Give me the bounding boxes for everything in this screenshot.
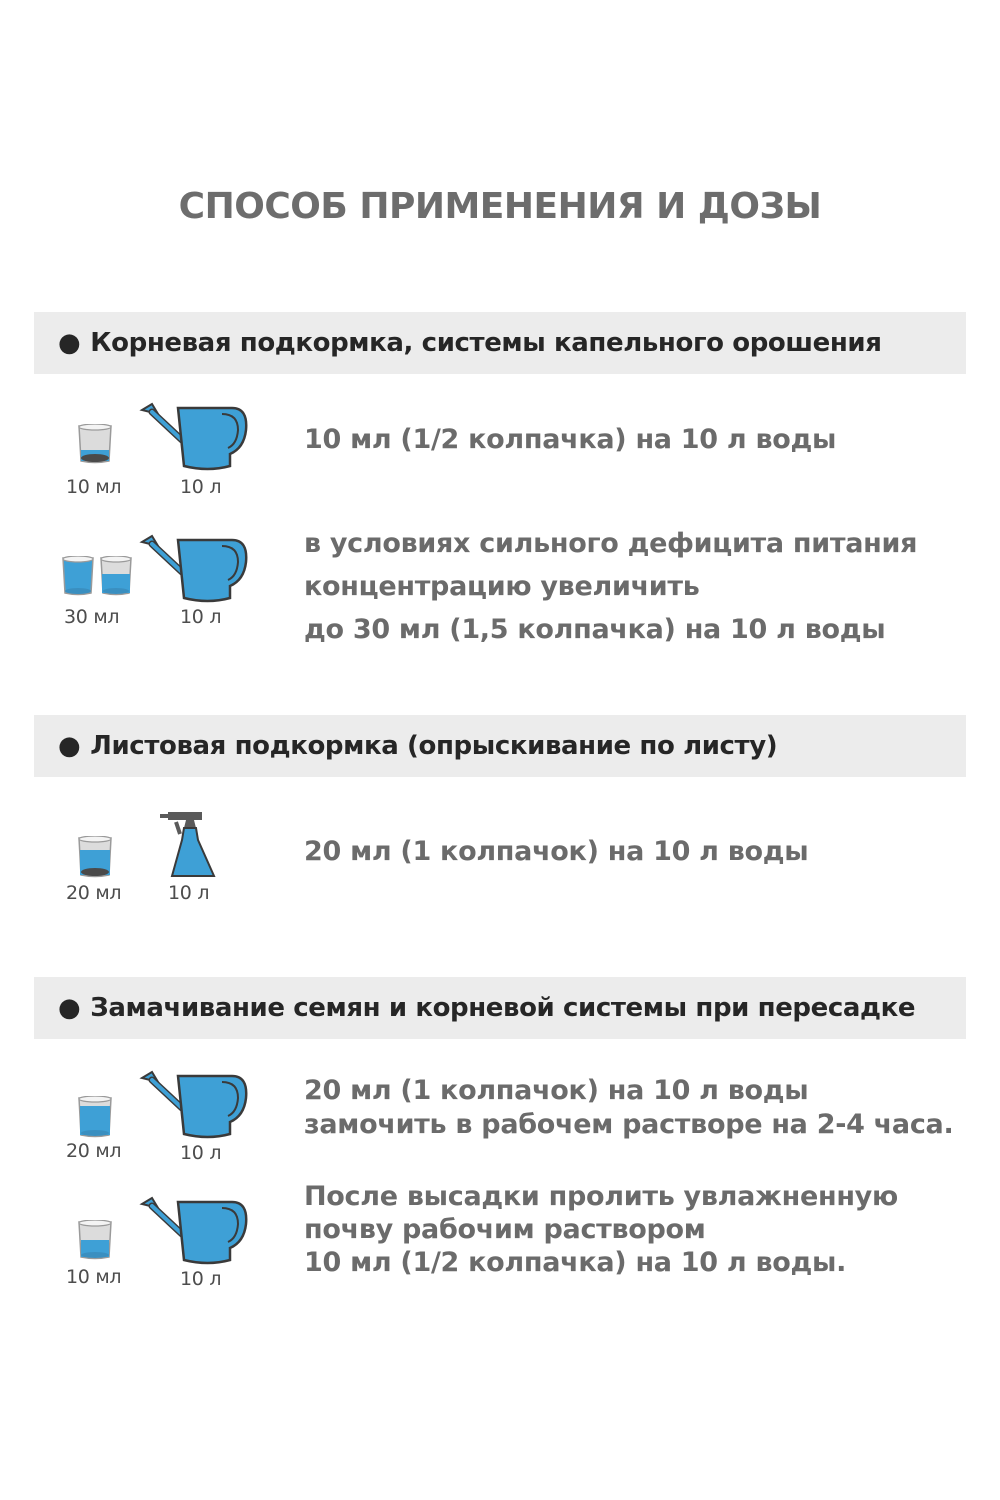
watering-can-icon (138, 1068, 250, 1140)
instruction-line: После высадки пролить увлажненную (304, 1181, 898, 1212)
dose-instruction (304, 1074, 984, 1142)
volume-label: 10 л (180, 1142, 222, 1164)
volume-label: 10 л (180, 476, 222, 498)
volume-label: 10 л (180, 1268, 222, 1290)
instruction-line: почву рабочим раствором (304, 1214, 706, 1245)
instruction-line: до 30 мл (1,5 колпачка) на 10 л воды (304, 614, 886, 645)
volume-label: 10 л (168, 882, 210, 904)
spray-bottle-icon (158, 808, 220, 882)
dose-label: 30 мл (64, 606, 120, 628)
bullet-icon: ● (58, 731, 81, 761)
section-heading-text: Листовая подкормка (опрыскивание по листу) (90, 731, 778, 761)
instruction-line: 20 мл (1 колпачок) на 10 л воды (304, 836, 809, 867)
dose-instruction (304, 522, 984, 651)
bullet-icon: ● (58, 993, 81, 1023)
page-title: СПОСОБ ПРИМЕНЕНИЯ И ДОЗЫ (178, 186, 822, 227)
watering-can-icon (138, 400, 250, 472)
instruction-line: 10 мл (1/2 колпачка) на 10 л воды (304, 424, 837, 455)
dose-label: 10 мл (66, 1266, 122, 1288)
section-heading-text: Корневая подкормка, системы капельного орошения (90, 328, 882, 358)
measuring-cup-icon (76, 424, 114, 464)
dose-instruction (304, 836, 984, 867)
measuring-cup-icon (76, 836, 114, 878)
measuring-cup-icon (98, 556, 134, 596)
watering-can-icon (138, 1194, 250, 1266)
dose-instruction (304, 1180, 984, 1279)
section-heading-root-feeding (34, 312, 966, 374)
instruction-line: 10 мл (1/2 колпачка) на 10 л воды. (304, 1247, 847, 1278)
bullet-icon: ● (58, 328, 81, 358)
measuring-cup-icon (60, 556, 96, 596)
instruction-line: замочить в рабочем растворе на 2-4 часа. (304, 1109, 954, 1140)
watering-can-icon (138, 532, 250, 604)
instruction-line: в условиях сильного дефицита питания (304, 528, 918, 559)
measuring-cup-icon (76, 1220, 114, 1260)
dose-instruction (304, 424, 984, 455)
section-heading-text: Замачивание семян и корневой системы при пересадке (90, 993, 916, 1023)
dose-label: 20 мл (66, 1140, 122, 1162)
section-heading-foliar-feeding (34, 715, 966, 777)
instruction-line: концентрацию увеличить (304, 571, 700, 602)
section-heading-seed-soaking (34, 977, 966, 1039)
dose-label: 10 мл (66, 476, 122, 498)
dose-label: 20 мл (66, 882, 122, 904)
volume-label: 10 л (180, 606, 222, 628)
measuring-cup-icon (76, 1096, 114, 1138)
instruction-line: 20 мл (1 колпачок) на 10 л воды (304, 1075, 809, 1106)
